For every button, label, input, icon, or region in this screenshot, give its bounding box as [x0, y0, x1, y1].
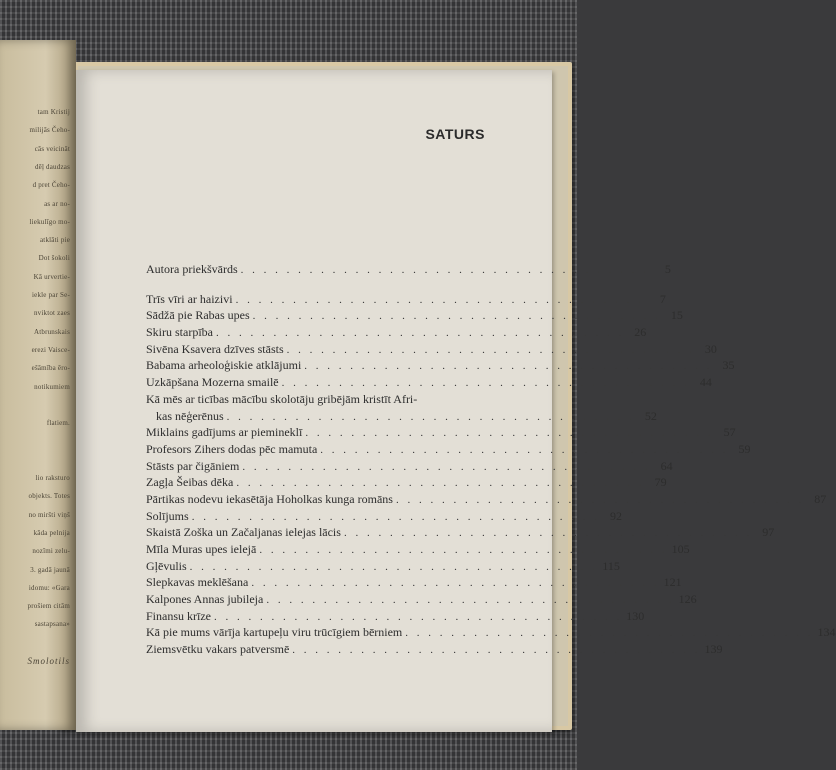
toc-entry — [146, 291, 666, 309]
left-page-text-fragment: cās veicināt — [34, 144, 70, 153]
toc-page-number: 52 — [644, 408, 657, 423]
toc-page-number: 5 — [664, 262, 671, 276]
left-page-text-fragment: tam Kristij — [37, 108, 70, 116]
toc-entry — [146, 392, 462, 409]
toc-leader-dots: . . . . . . . . . . . . . . . . . . . . . . . . . . . . . . . . . . . . — [286, 343, 695, 356]
toc-leader-dots: . . . . . . . . . . . . . . . . . . . . . . . . . . . . . . . . . . . . — [405, 627, 814, 640]
toc-page-number: 79 — [654, 475, 667, 490]
toc-entry-title: Mīla Muras upes ielejā — [146, 542, 257, 556]
toc-page-number: 44 — [699, 375, 712, 390]
toc-entry — [146, 341, 717, 359]
toc-entry — [146, 592, 697, 609]
left-page-text-fragment: Atbrunskais — [33, 327, 70, 336]
toc-entry — [146, 458, 673, 476]
left-page-text-fragment: atklāti pie — [40, 236, 70, 245]
toc-entry-title: kas nēģerēnus — [156, 408, 224, 423]
toc-entry — [146, 608, 645, 626]
toc-entry — [146, 262, 671, 279]
toc-leader-dots: . . . . . . . . . . . . . . . . . . . . . . . . . . . . . . . . . . . . — [281, 377, 690, 390]
toc-page-number: 35 — [722, 358, 735, 373]
toc-page-number: 92 — [609, 508, 622, 523]
left-page-text-fragment: objekts. Totes — [28, 492, 70, 501]
toc-entry-title: Autora priekšvārds — [146, 262, 238, 276]
left-page-text-fragment: d pret Čeho- — [32, 181, 70, 190]
toc-page-number: 64 — [660, 458, 673, 473]
toc-entry — [146, 558, 620, 576]
left-page-text-fragment: notikumiem — [34, 382, 70, 391]
toc-entry — [146, 308, 683, 325]
toc-page-number: 15 — [670, 308, 683, 323]
left-page-text-fragment: ešāmība ēro- — [31, 364, 70, 373]
toc-leader-dots: . . . . . . . . . . . . . . . . . . . . . . . . . . . . . . . . . . . . — [236, 477, 645, 490]
toc-page-number: 139 — [704, 642, 723, 657]
toc-page-number: 134 — [817, 625, 836, 640]
toc-entry-title: Uzkāpšana Mozerna smailē — [146, 375, 279, 390]
toc-entry — [146, 475, 667, 492]
left-page-text-fragment: sastapsana» — [34, 620, 70, 629]
toc-entry-title: Ziemsvētku vakars patversmē — [146, 642, 290, 657]
table-of-contents — [146, 262, 836, 659]
left-page-text-fragment: 3. gadā jaunā — [30, 565, 70, 574]
left-page-text-fragment: idomu: «Gara — [28, 583, 70, 592]
toc-leader-dots: . . . . . . . . . . . . . . . . . . . . . . . . . . . . . . . . . . . . — [320, 443, 729, 456]
toc-entry-title: Stāsts par čigāniem — [146, 458, 240, 473]
left-page-text-fragment: as ar no- — [44, 199, 70, 208]
toc-page-number: 126 — [678, 592, 697, 607]
toc-entry — [146, 542, 690, 559]
left-page-text-fragment: kāda pelnija — [33, 528, 70, 537]
toc-entry — [146, 358, 735, 375]
toc-leader-dots: . . . . . . . . . . . . . . . . . . . . . . . . . . . . . . . . . . . . — [266, 594, 675, 607]
left-page-text-fragment: prošiem citām — [27, 602, 70, 611]
toc-leader-dots: . . . . . . . . . . . . . . . . . . . . . . . . . . . . . . . . . . . . — [226, 410, 635, 423]
left-page-text-fragment: flatiem. — [46, 419, 70, 428]
toc-leader-dots: . . . . . . . . . . . . . . . . . . . . . . . . . . . . . . . . . . . . — [343, 527, 753, 540]
toc-leader-dots: . . . . . . . . . . . . . . . . . . . . . . . . . . . . . . . . . . . . — [251, 577, 660, 590]
toc-entry-title: Skaistā Zoška un Začaljanas ielejas lācis — [146, 525, 341, 540]
left-page-text-fragment: Kā urvertie- — [33, 272, 70, 281]
page-title: SATURS — [425, 126, 485, 142]
toc-entry — [146, 508, 622, 526]
toc-entry — [146, 642, 723, 659]
left-page-text-fragment: dēļ daudzas — [34, 162, 70, 171]
toc-entry — [146, 375, 712, 392]
toc-leader-dots: . . . . . . . . . . . . . . . . . . . . . . . . . . . . . . . . . . . . — [304, 360, 713, 373]
toc-page-number: 121 — [663, 575, 682, 590]
toc-leader-dots: . . . . . . . . . . . . . . . . . . . . . . . . . . . . . . . . . . . . — [292, 644, 701, 657]
toc-entry-title: Sivēna Ksavera dzīves stāsts — [146, 341, 284, 356]
toc-entry-title: Profesors Zihers dodas pēc mamuta — [146, 441, 318, 456]
toc-entry — [146, 408, 657, 426]
toc-entry-title: Kā pie mums vārīja kartupeļu viru trūcīgiem bērniem — [146, 625, 403, 640]
toc-page-number: 7 — [659, 291, 666, 306]
left-page-text-fragment: no miršti viņš — [28, 510, 70, 519]
toc-page-number: 97 — [762, 525, 775, 540]
toc-page-number: 87 — [814, 491, 827, 506]
toc-leader-dots: . . . . . . . . . . . . . . . . . . . . . . . . . . . . . . . . . . . . — [305, 427, 714, 440]
toc-entry-title: Pārtikas nodevu iekasētāja Hoholkas kunga romāns — [146, 491, 393, 506]
left-page — [0, 40, 76, 730]
toc-spacer — [146, 279, 462, 292]
toc-entry-title: Kalpones Annas jubileja — [146, 592, 264, 607]
left-page-text-fragment: liekulīgo mo- — [29, 217, 70, 226]
toc-leader-dots: . . . . . . . . . . . . . . . . . . . . . . . . . . . . . . . . . . . . — [235, 293, 644, 306]
toc-leader-dots: . . . . . . . . . . . . . . . . . . . . . . . . . . . . . . . . . . . . — [252, 310, 661, 323]
left-page-text-fragment: lio raksturo — [35, 474, 70, 482]
toc-entry-title: Babama arheoloģiskie atklājumi — [146, 358, 302, 373]
toc-entry-title: Kā mēs ar ticības mācību skolotāju gribējām kristīt Afri- — [146, 391, 418, 406]
toc-entry — [146, 325, 647, 342]
left-page-text-fragment: Smolotils — [27, 656, 70, 666]
toc-entry — [146, 441, 751, 459]
toc-leader-dots: . . . . . . . . . . . . . . . . . . . . . . . . . . . . . . . . . . . . — [395, 493, 805, 506]
toc-page-number: 130 — [626, 608, 645, 623]
toc-entry-title: Miklains gadījums ar piemineklī — [146, 425, 303, 440]
toc-page-number: 105 — [671, 542, 690, 556]
toc-page-number: 57 — [723, 425, 736, 440]
toc-leader-dots: . . . . . . . . . . . . . . . . . . . . . . . . . . . . . . . . . . . . — [240, 264, 649, 276]
toc-leader-dots: . . . . . . . . . . . . . . . . . . . . . . . . . . . . . . . . . . . . — [242, 460, 651, 473]
toc-entry-title: Sādžā pie Rabas upes — [146, 308, 250, 323]
toc-page-number: 30 — [704, 341, 717, 356]
toc-leader-dots: . . . . . . . . . . . . . . . . . . . . . . . . . . . . . . . . . . . . — [214, 610, 623, 623]
toc-leader-dots: . . . . . . . . . . . . . . . . . . . . . . . . . . . . . . . . . . . . — [259, 544, 668, 556]
toc-entry — [146, 425, 736, 442]
toc-entry — [146, 525, 775, 542]
toc-entry-title: Zagļa Šeibas dēka — [146, 475, 234, 490]
toc-entry — [146, 491, 827, 509]
left-page-text-fragment: nviktot zaes — [33, 309, 70, 318]
toc-entry-title: Finansu krīze — [146, 608, 211, 623]
toc-entry-title: Skiru starpība — [146, 325, 213, 340]
left-page-text-fragment: erezi Vaisce- — [31, 345, 70, 354]
toc-leader-dots: . . . . . . . . . . . . . . . . . . . . . . . . . . . . . . . . . . . . — [189, 560, 598, 573]
toc-entry-title: Slepkavas meklēšana — [146, 575, 249, 590]
left-page-text-fragment: iekle par Se- — [32, 291, 70, 299]
left-page-text-fragment: nozīmi zelu- — [32, 547, 70, 556]
toc-page-number: 59 — [738, 441, 751, 456]
toc-page-number: 26 — [634, 325, 647, 340]
toc-entry — [146, 575, 682, 592]
toc-entry-title: Gļēvulis — [146, 558, 187, 573]
left-page-text-fragment: Dot šokoli — [38, 254, 70, 263]
left-page-text-fragment: milijās Čeho- — [29, 126, 70, 135]
toc-entry-title: Solījums — [146, 508, 189, 523]
toc-leader-dots: . . . . . . . . . . . . . . . . . . . . . . . . . . . . . . . . . . . . — [191, 510, 600, 523]
toc-leader-dots: . . . . . . . . . . . . . . . . . . . . . . . . . . . . . . . . . . . . — [216, 327, 625, 340]
toc-entry — [146, 625, 836, 642]
toc-page-number: 115 — [602, 558, 620, 573]
toc-entry-title: Trīs vīri ar haizivi — [146, 291, 233, 306]
